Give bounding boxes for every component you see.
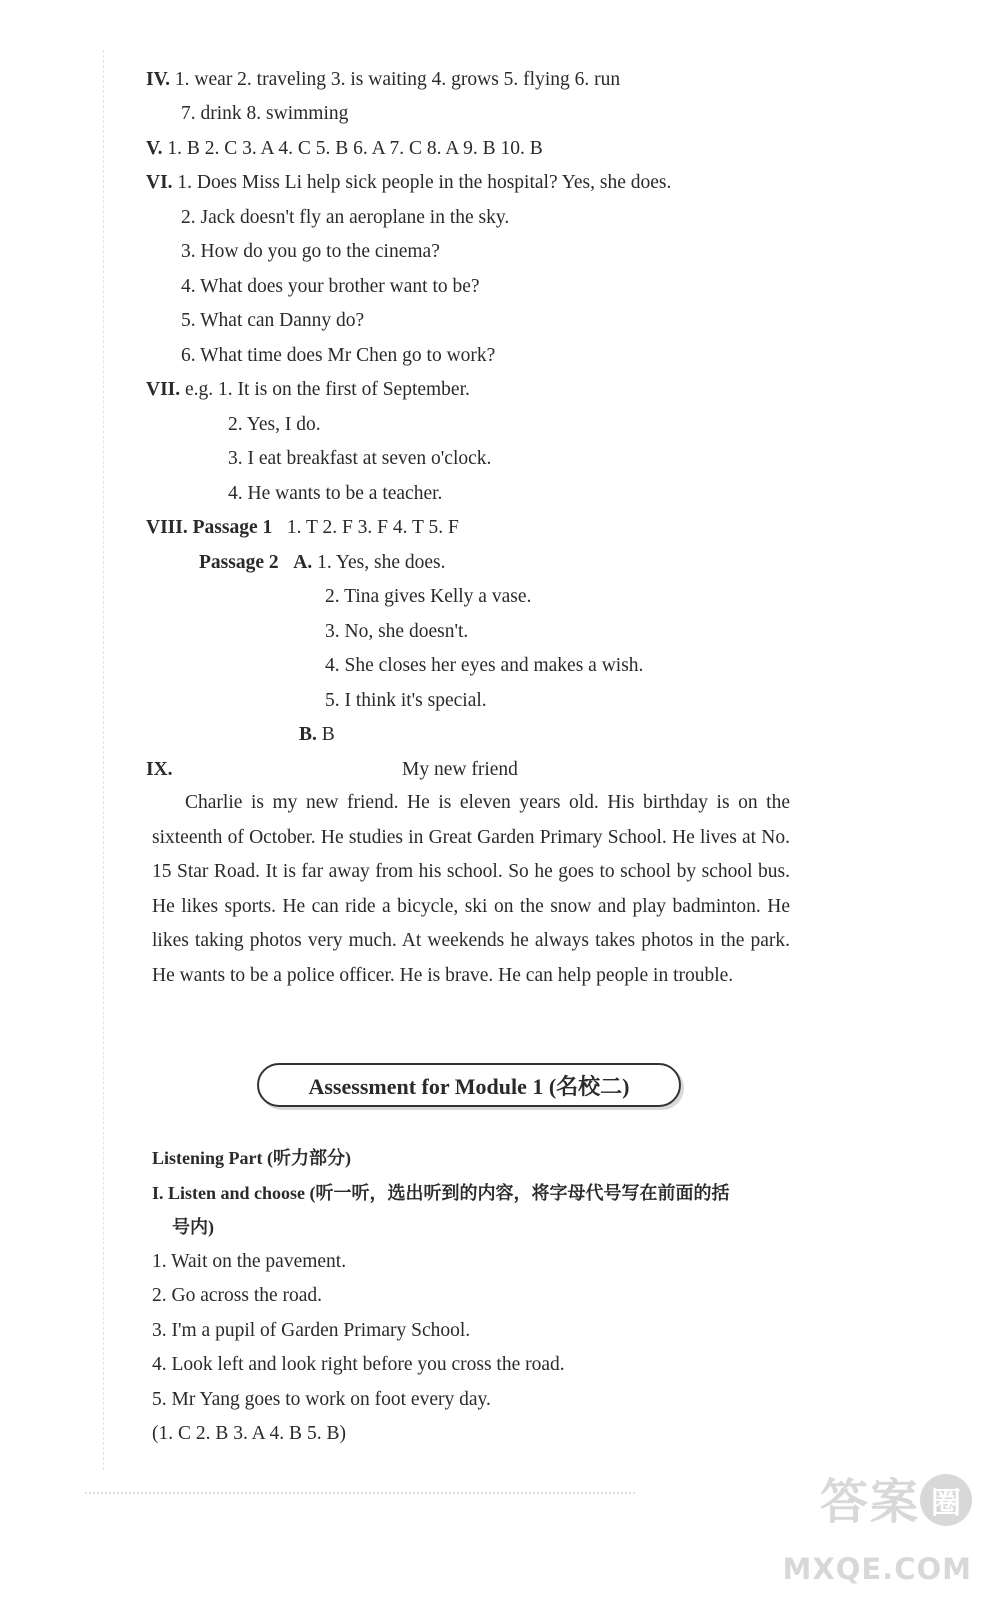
listening-item-1: 1. Wait on the pavement. <box>152 1251 347 1272</box>
section-4-line-1: IV. 1. wear 2. traveling 3. is waiting 4. grows 5. flying 6. run <box>146 69 621 90</box>
section-6-item-2: 2. Jack doesn't fly an aeroplane in the sky. <box>181 207 510 228</box>
bottom-dotted-rule <box>85 1492 635 1494</box>
watermark-badge-icon: 圈 <box>920 1474 972 1526</box>
listening-part-title: Listening Part (听力部分) <box>152 1148 351 1168</box>
listening-item-2: 2. Go across the road. <box>152 1285 323 1306</box>
section-8-passage-2-item-3: 3. No, she doesn't. <box>325 621 469 642</box>
margin-guide <box>103 50 104 1470</box>
listen-choose-instruction-line-1: I. Listen and choose (听一听，选出听到的内容，将字母代号写在前面的括 <box>152 1183 730 1203</box>
section-6-item-4: 4. What does your brother want to be? <box>181 276 480 297</box>
listening-item-5: 5. Mr Yang goes to work on foot every day. <box>152 1389 491 1410</box>
section-6-item-3: 3. How do you go to the cinema? <box>181 241 440 262</box>
listening-item-3: 3. I'm a pupil of Garden Primary School. <box>152 1320 471 1341</box>
assessment-title-banner <box>257 1063 681 1107</box>
section-6-item-6: 6. What time does Mr Chen go to work? <box>181 345 496 366</box>
section-8-passage-2-item-2: 2. Tina gives Kelly a vase. <box>325 586 532 607</box>
listening-item-4: 4. Look left and look right before you cross the road. <box>152 1354 565 1375</box>
section-7-item-1: VII. e.g. 1. It is on the first of September. <box>146 379 470 400</box>
assessment-title: Assessment for Module 1 (名校二) <box>308 1073 630 1099</box>
section-8-passage-2-item-4: 4. She closes her eyes and makes a wish. <box>325 655 644 676</box>
section-6-item-5: 5. What can Danny do? <box>181 310 365 331</box>
listen-choose-instruction-line-2: 号内) <box>172 1217 214 1237</box>
watermark-glyph-1: 答 <box>819 1474 868 1530</box>
essay-paragraph: Charlie is my new friend. He is eleven years old. His birthday is on the sixteenth of October. He studies in Great Garden Primary School. He lives at No. 15 Star Road. It is far away from his school. So he goes to school by school bus. He likes sports. He can ride a bicycle, ski on the snow and play badminton. He likes taking photos very much. At weekends he always takes photos in the park. He wants to be a police officer. He is brave. He can help people in trouble. <box>152 792 790 986</box>
section-8-part-b: B. B <box>299 724 335 745</box>
section-8-passage-2-item-5: 5. I think it's special. <box>325 690 487 711</box>
watermark-glyphs <box>820 1474 972 1530</box>
section-7-item-3: 3. I eat breakfast at seven o'clock. <box>228 448 492 469</box>
section-6-item-1: VI. 1. Does Miss Li help sick people in the hospital? Yes, she does. <box>146 172 672 193</box>
listening-answers: (1. C 2. B 3. A 4. B 5. B) <box>152 1423 346 1444</box>
section-7-item-2: 2. Yes, I do. <box>228 414 321 435</box>
section-8-passage-2-item-1: Passage 2 A. 1. Yes, she does. <box>199 552 446 573</box>
watermark-url: MXQE.COM <box>782 1552 972 1586</box>
watermark-logo <box>782 1474 972 1586</box>
section-5-answers: V. 1. B 2. C 3. A 4. C 5. B 6. A 7. C 8. A 9. B 10. B <box>146 138 543 159</box>
section-9-label: IX. <box>146 759 173 780</box>
section-7-item-4: 4. He wants to be a teacher. <box>228 483 443 504</box>
essay-title: My new friend <box>402 759 518 780</box>
section-8-passage-1: VIII. Passage 1 1. T 2. F 3. F 4. T 5. F <box>146 517 459 538</box>
section-4-line-2: 7. drink 8. swimming <box>181 103 349 124</box>
watermark-glyph-2: 案 <box>869 1474 918 1530</box>
